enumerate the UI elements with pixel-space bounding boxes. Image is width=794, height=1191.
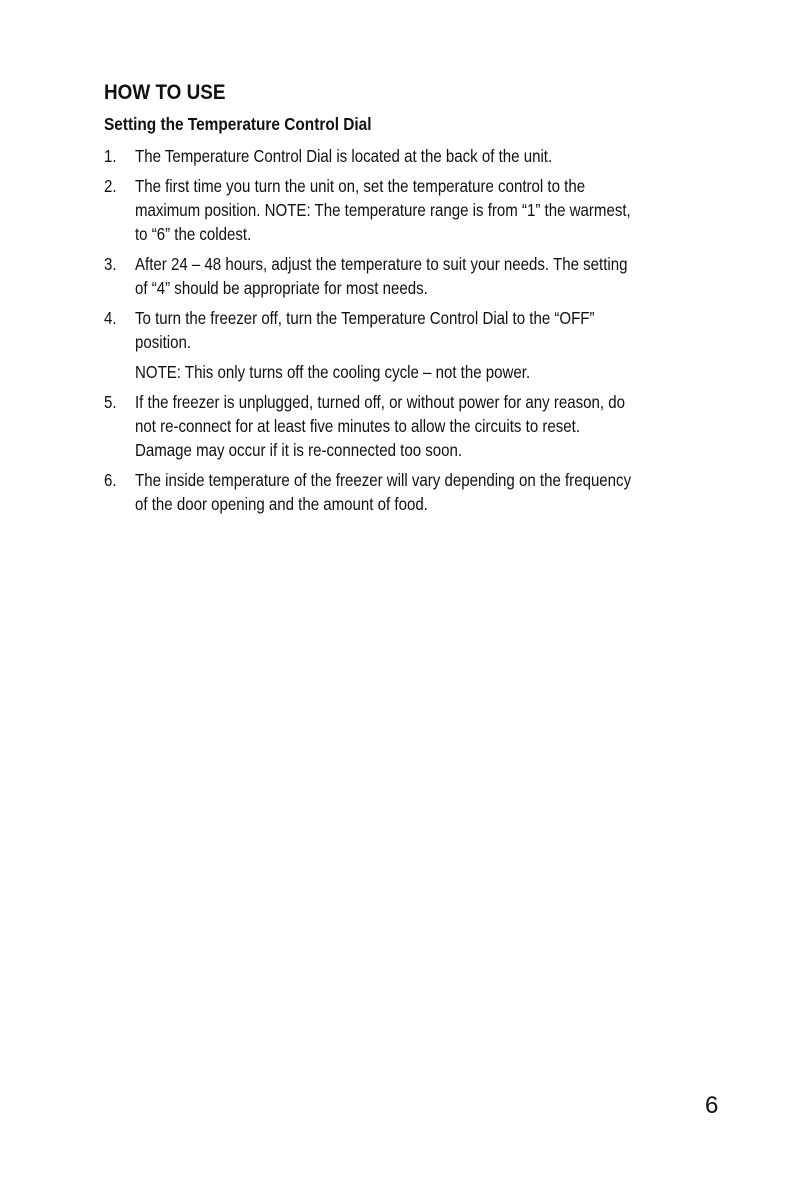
step-5 bbox=[104, 390, 764, 462]
step-text-line: maximum position. NOTE: The temperature range is from “1” the warmest, bbox=[135, 200, 631, 220]
step-number: 5. bbox=[104, 392, 117, 412]
step-2 bbox=[104, 174, 764, 246]
step-4 bbox=[104, 306, 764, 384]
step-number: 1. bbox=[104, 146, 117, 166]
section-title: HOW TO USE bbox=[104, 81, 226, 104]
step-number: 3. bbox=[104, 254, 117, 274]
step-number: 6. bbox=[104, 470, 117, 490]
step-text-line: Damage may occur if it is re-connected too soon. bbox=[135, 440, 463, 460]
subsection-title: Setting the Temperature Control Dial bbox=[104, 114, 372, 134]
step-text-line: of “4” should be appropriate for most needs. bbox=[135, 278, 428, 298]
step-1 bbox=[104, 144, 764, 168]
step-text-line: The inside temperature of the freezer will vary depending on the frequency bbox=[135, 470, 632, 490]
step-note: NOTE: This only turns off the cooling cycle – not the power. bbox=[135, 362, 531, 382]
step-text-line: After 24 – 48 hours, adjust the temperature to suit your needs. The setting bbox=[135, 254, 628, 274]
step-text-line: position. bbox=[135, 332, 192, 352]
step-6 bbox=[104, 468, 764, 516]
step-text-line: of the door opening and the amount of food. bbox=[135, 494, 428, 514]
step-number: 2. bbox=[104, 176, 117, 196]
step-number: 4. bbox=[104, 308, 117, 328]
step-text-line: The first time you turn the unit on, set the temperature control to the bbox=[135, 176, 586, 196]
page-number: 6 bbox=[705, 1092, 719, 1119]
step-text-line: If the freezer is unplugged, turned off, or without power for any reason, do bbox=[135, 392, 625, 412]
step-text-line: to “6” the coldest. bbox=[135, 224, 252, 244]
step-3 bbox=[104, 252, 764, 300]
instruction-steps bbox=[104, 144, 764, 522]
step-text-line: To turn the freezer off, turn the Temperature Control Dial to the “OFF” bbox=[135, 308, 595, 328]
step-text-line: not re-connect for at least five minutes to allow the circuits to reset. bbox=[135, 416, 581, 436]
step-text-line: The Temperature Control Dial is located at the back of the unit. bbox=[135, 146, 553, 166]
